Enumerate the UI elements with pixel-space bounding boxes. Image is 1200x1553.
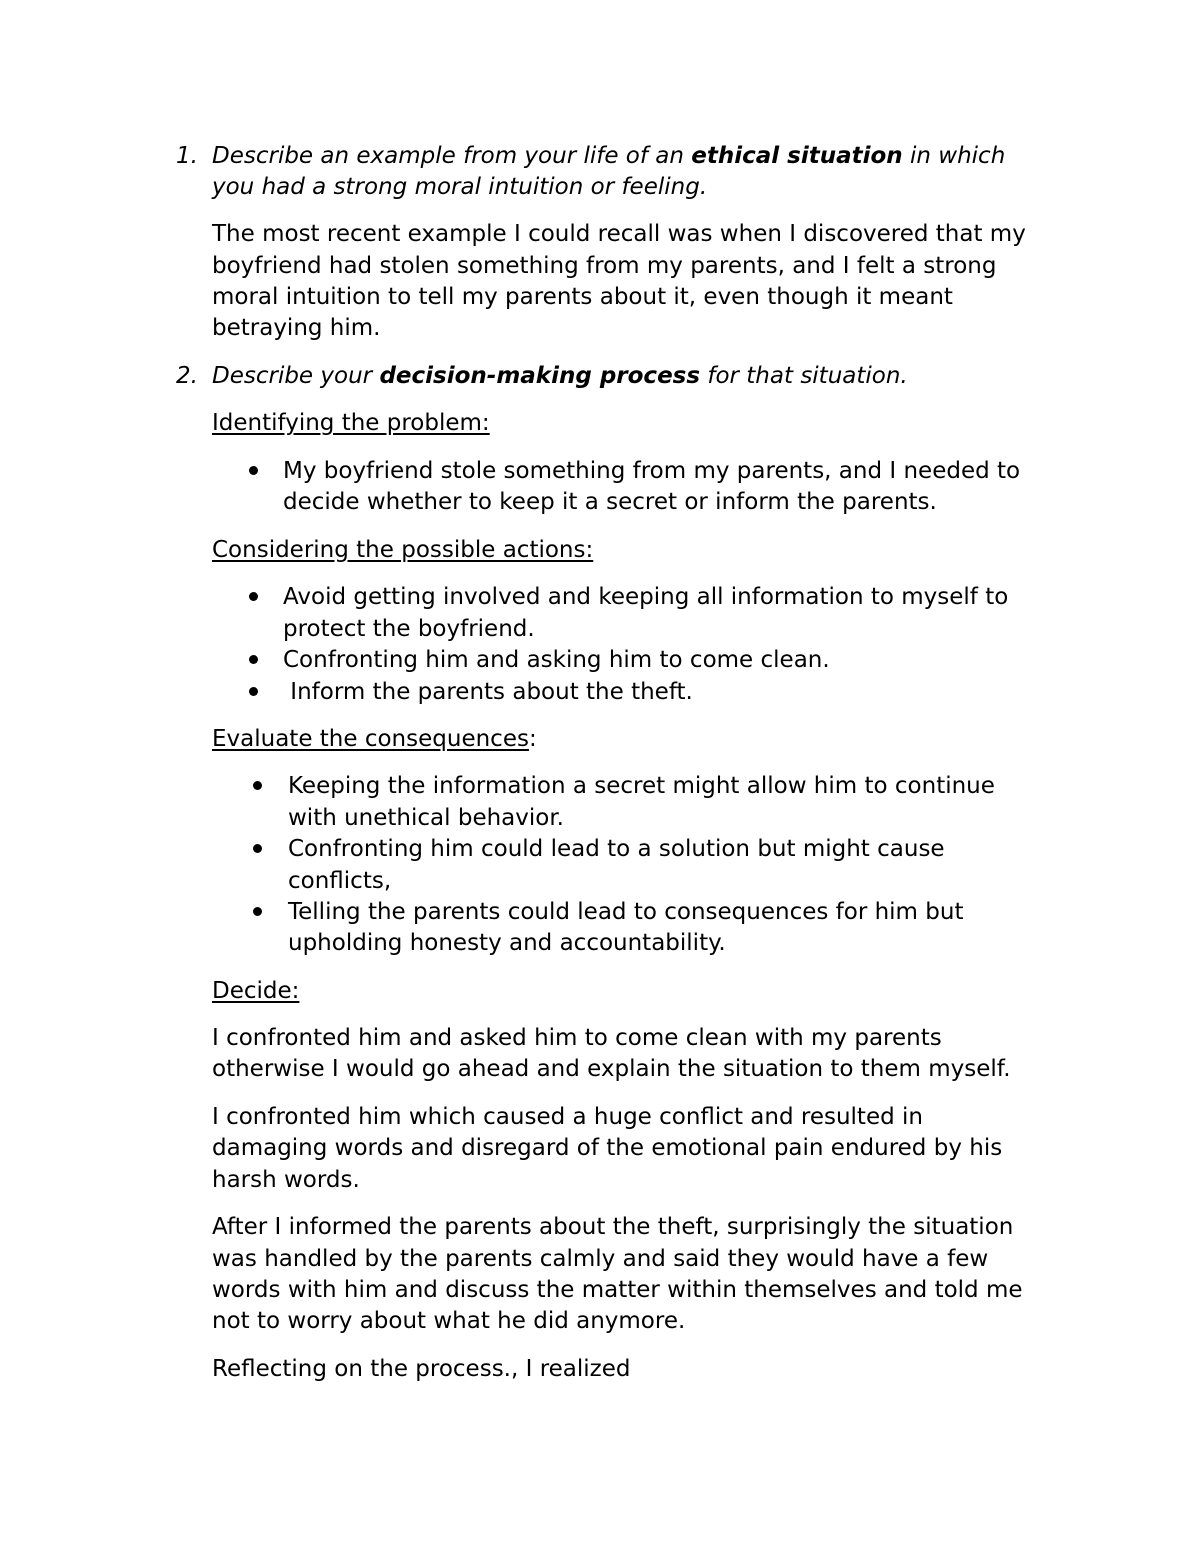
bullet-icon [249,466,258,475]
evaluate-bullet-line: conflicts, [288,868,392,894]
consider-bullet-line: protect the boyfriend. [283,616,535,642]
decide-paragraph-line: words with him and discuss the matter within themselves and told me [212,1277,1023,1303]
decide-paragraph-line: was handled by the parents calmly and said they would have a few [212,1246,989,1272]
decide-paragraph-line: Reflecting on the process., I realized [212,1356,631,1382]
consider-bullet-line: Confronting him and asking him to come clean. [283,647,830,673]
answer-1-line: boyfriend had stolen something from my parents, and I felt a strong [212,253,997,279]
question-2-number: 2. [176,363,198,389]
decide-paragraph-line: harsh words. [212,1167,360,1193]
identify-bullet-line: My boyfriend stole something from my parents, and I needed to [283,458,1021,484]
question-1-line-1 [212,145,1005,168]
evaluate-bullet-line: Telling the parents could lead to consequences for him but [288,899,964,925]
evaluate-heading-text: Evaluate the consequences [212,726,529,752]
decide-paragraph-line: otherwise I would go ahead and explain the situation to them myself. [212,1056,1011,1082]
question-2-text [212,365,908,388]
decide-paragraph-line: I confronted him and asked him to come clean with my parents [212,1025,942,1051]
question-2-bold: decision-making process [379,363,701,389]
decide-paragraph-line: damaging words and disregard of the emotional pain endured by his [212,1135,1003,1161]
question-1-bold: ethical situation [691,143,903,169]
consider-heading: Considering the possible actions: [212,537,594,563]
question-2-post: for that situation. [700,363,908,389]
evaluate-bullet-line: upholding honesty and accountability. [288,930,726,956]
evaluate-bullet-line: Keeping the information a secret might allow him to continue [288,773,995,799]
evaluate-heading [212,728,537,751]
decide-paragraph-line: not to worry about what he did anymore. [212,1308,686,1334]
question-1-pre: Describe an example from your life of an [212,143,692,169]
answer-1-line: betraying him. [212,315,381,341]
bullet-icon [253,907,262,916]
evaluate-bullet-line: with unethical behavior. [288,805,564,831]
bullet-icon [249,687,258,696]
bullet-icon [253,781,262,790]
identify-heading: Identifying the problem: [212,410,490,436]
consider-bullet-line: Avoid getting involved and keeping all information to myself to [283,584,1009,610]
decide-paragraph-line: After I informed the parents about the theft, surprisingly the situation [212,1214,1014,1240]
answer-1-line: The most recent example I could recall was when I discovered that my [212,221,1026,247]
question-1-line-2: you had a strong moral intuition or feeling. [212,174,708,200]
evaluate-bullet-line: Confronting him could lead to a solution but might cause [288,836,945,862]
bullet-icon [253,844,262,853]
evaluate-heading-colon: : [528,726,537,752]
question-1-post: in which [902,143,1006,169]
identify-bullet-line: decide whether to keep it a secret or inform the parents. [283,489,937,515]
consider-bullet-line: Inform the parents about the theft. [283,679,693,705]
decide-heading: Decide: [212,978,300,1004]
question-1-number: 1. [176,143,198,169]
answer-1-line: moral intuition to tell my parents about it, even though it meant [212,284,953,310]
bullet-icon [249,592,258,601]
question-2-pre: Describe your [212,363,380,389]
decide-paragraph-line: I confronted him which caused a huge conflict and resulted in [212,1104,923,1130]
bullet-icon [249,655,258,664]
